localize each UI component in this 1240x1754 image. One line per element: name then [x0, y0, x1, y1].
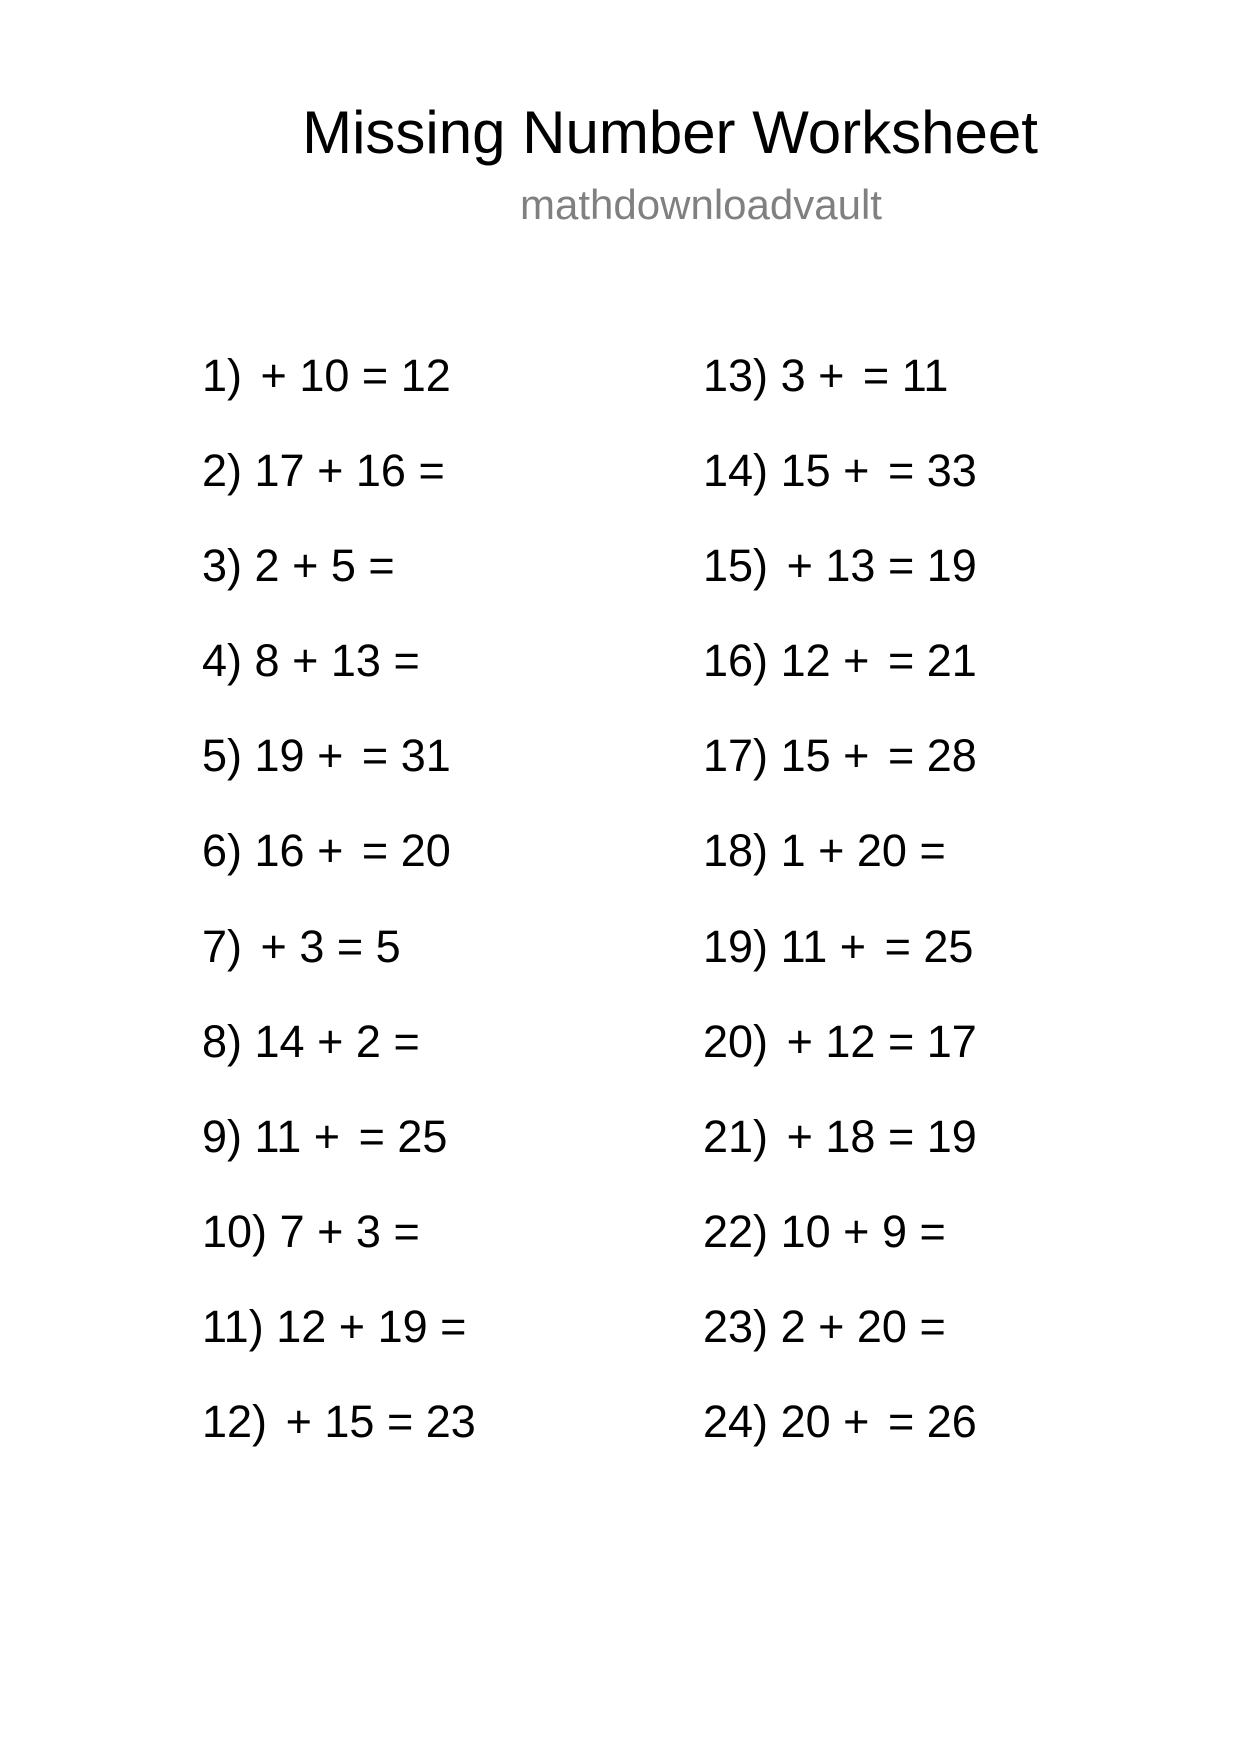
operand-a: 8 — [254, 635, 280, 687]
equals-sign: = — [418, 445, 445, 497]
problem-row — [202, 728, 476, 823]
problem-number: 12) — [202, 1396, 268, 1448]
plus-sign: + — [317, 1015, 344, 1067]
equals-sign: = — [887, 445, 915, 497]
worksheet-title: Missing Number Worksheet — [302, 99, 1038, 166]
problem-number: 7) — [202, 920, 243, 972]
equals-sign: = — [887, 635, 915, 687]
result: 25 — [397, 1110, 448, 1162]
problem-number: 3) — [202, 540, 243, 592]
operand-a: 19 — [254, 730, 305, 782]
problem-row — [202, 348, 476, 443]
operand-a: 12 — [780, 635, 831, 687]
problem-number: 17) — [703, 730, 769, 782]
problem-row — [703, 919, 977, 1014]
problem-row — [703, 1204, 977, 1299]
equals-sign: = — [440, 1300, 467, 1352]
problem-number: 24) — [703, 1396, 769, 1448]
operand-a: 11 — [780, 920, 828, 972]
operand-b: 10 — [299, 350, 350, 401]
problem-number: 20) — [703, 1015, 769, 1067]
operand-a: 15 — [780, 730, 831, 782]
problem-number: 6) — [202, 825, 243, 877]
problem-number: 22) — [703, 1205, 769, 1257]
problem-row — [703, 1109, 977, 1204]
problem-row — [202, 1204, 476, 1299]
equals-sign: = — [887, 1015, 915, 1067]
operand-a: 20 — [780, 1396, 831, 1448]
result: 23 — [425, 1396, 476, 1448]
operand-b: 9 — [881, 1205, 907, 1257]
operand-b: 3 — [299, 920, 325, 972]
problem-row — [703, 633, 977, 728]
equals-sign: = — [361, 730, 389, 782]
result: 19 — [926, 1110, 977, 1162]
problem-row — [202, 1394, 476, 1489]
operand-a: 10 — [780, 1205, 831, 1257]
operand-b: 20 — [856, 825, 907, 877]
problem-row — [703, 1014, 977, 1109]
worksheet-subtitle: mathdownloadvault — [520, 181, 882, 228]
plus-sign: + — [818, 350, 845, 401]
plus-sign: + — [317, 825, 344, 877]
problem-number: 9) — [202, 1110, 243, 1162]
operand-a: 1 — [780, 825, 806, 877]
problem-number: 15) — [703, 540, 769, 592]
problem-number: 1) — [202, 350, 243, 401]
operand-b: 13 — [825, 540, 876, 592]
problem-number: 10) — [202, 1205, 268, 1257]
plus-sign: + — [839, 920, 867, 972]
equals-sign: = — [336, 920, 364, 972]
equals-sign: = — [386, 1396, 414, 1448]
problem-number: 4) — [202, 635, 243, 687]
problem-row — [202, 633, 476, 728]
operand-a: 14 — [254, 1015, 305, 1067]
result: 20 — [400, 825, 451, 877]
plus-sign: + — [317, 1205, 344, 1257]
plus-sign: + — [317, 445, 344, 497]
problem-number: 23) — [703, 1300, 769, 1352]
operand-a: 15 — [780, 445, 831, 497]
operand-a: 2 — [254, 540, 280, 592]
plus-sign: + — [843, 635, 870, 687]
plus-sign: + — [786, 1015, 813, 1067]
plus-sign: + — [260, 920, 287, 972]
problem-row — [202, 919, 476, 1014]
problem-number: 16) — [703, 635, 769, 687]
plus-sign: + — [260, 350, 287, 401]
problem-row — [202, 1109, 476, 1204]
equals-sign: = — [368, 540, 395, 592]
plus-sign: + — [818, 1300, 845, 1352]
problem-row — [703, 728, 977, 823]
result: 21 — [926, 635, 977, 687]
result: 19 — [926, 540, 977, 592]
operand-a: 7 — [279, 1205, 305, 1257]
result: 17 — [926, 1015, 977, 1067]
operand-b: 20 — [856, 1300, 907, 1352]
problem-row — [202, 538, 476, 633]
plus-sign: + — [285, 1396, 312, 1448]
equals-sign: = — [393, 1205, 420, 1257]
problems-column-right — [703, 348, 977, 1489]
problem-row — [202, 443, 476, 538]
equals-sign: = — [887, 540, 915, 592]
result: 33 — [926, 445, 977, 497]
problem-number: 14) — [703, 445, 769, 497]
plus-sign: + — [317, 730, 344, 782]
problem-number: 8) — [202, 1015, 243, 1067]
operand-b: 12 — [825, 1015, 876, 1067]
problem-number: 11) — [202, 1300, 264, 1352]
operand-a: 17 — [254, 445, 305, 497]
equals-sign: = — [393, 635, 420, 687]
result: 26 — [926, 1396, 977, 1448]
problem-row — [703, 348, 977, 443]
plus-sign: + — [313, 1110, 341, 1162]
result: 25 — [923, 920, 974, 972]
plus-sign: + — [843, 445, 870, 497]
problem-number: 21) — [703, 1110, 769, 1162]
equals-sign: = — [361, 350, 389, 401]
problem-row — [703, 443, 977, 538]
operand-b: 18 — [825, 1110, 876, 1162]
equals-sign: = — [919, 825, 946, 877]
plus-sign: + — [292, 635, 319, 687]
result: 28 — [926, 730, 977, 782]
operand-a: 16 — [254, 825, 305, 877]
problem-number: 13) — [703, 350, 769, 401]
problems-column-left — [202, 348, 476, 1489]
result: 5 — [375, 920, 401, 972]
plus-sign: + — [818, 825, 845, 877]
problem-number: 5) — [202, 730, 243, 782]
operand-b: 3 — [355, 1205, 381, 1257]
result: 12 — [400, 350, 451, 401]
result: 11 — [901, 350, 949, 401]
equals-sign: = — [919, 1205, 946, 1257]
equals-sign: = — [862, 350, 890, 401]
equals-sign: = — [887, 1396, 915, 1448]
operand-a: 11 — [254, 1110, 302, 1162]
operand-b: 16 — [355, 445, 406, 497]
plus-sign: + — [843, 1205, 870, 1257]
equals-sign: = — [919, 1300, 946, 1352]
operand-a: 2 — [780, 1300, 806, 1352]
equals-sign: = — [393, 1015, 420, 1067]
problem-row — [703, 538, 977, 633]
problem-row — [202, 1014, 476, 1109]
problem-number: 2) — [202, 445, 243, 497]
problem-number: 18) — [703, 825, 769, 877]
plus-sign: + — [338, 1300, 366, 1352]
operand-b: 5 — [330, 540, 356, 592]
equals-sign: = — [358, 1110, 385, 1162]
operand-b: 13 — [330, 635, 381, 687]
operand-a: 12 — [276, 1300, 327, 1352]
plus-sign: + — [292, 540, 319, 592]
plus-sign: + — [786, 1110, 813, 1162]
problem-row — [202, 1299, 476, 1394]
problem-row — [202, 823, 476, 918]
problem-number: 19) — [703, 920, 769, 972]
operand-b: 15 — [324, 1396, 375, 1448]
equals-sign: = — [361, 825, 389, 877]
equals-sign: = — [887, 730, 915, 782]
operand-a: 3 — [780, 350, 806, 401]
plus-sign: + — [843, 730, 870, 782]
operand-b: 19 — [377, 1300, 428, 1352]
problem-row — [703, 823, 977, 918]
operand-b: 2 — [355, 1015, 381, 1067]
problem-row — [703, 1394, 977, 1489]
plus-sign: + — [843, 1396, 870, 1448]
equals-sign: = — [887, 1110, 915, 1162]
equals-sign: = — [884, 920, 911, 972]
result: 31 — [400, 730, 451, 782]
plus-sign: + — [786, 540, 813, 592]
problem-row — [703, 1299, 977, 1394]
